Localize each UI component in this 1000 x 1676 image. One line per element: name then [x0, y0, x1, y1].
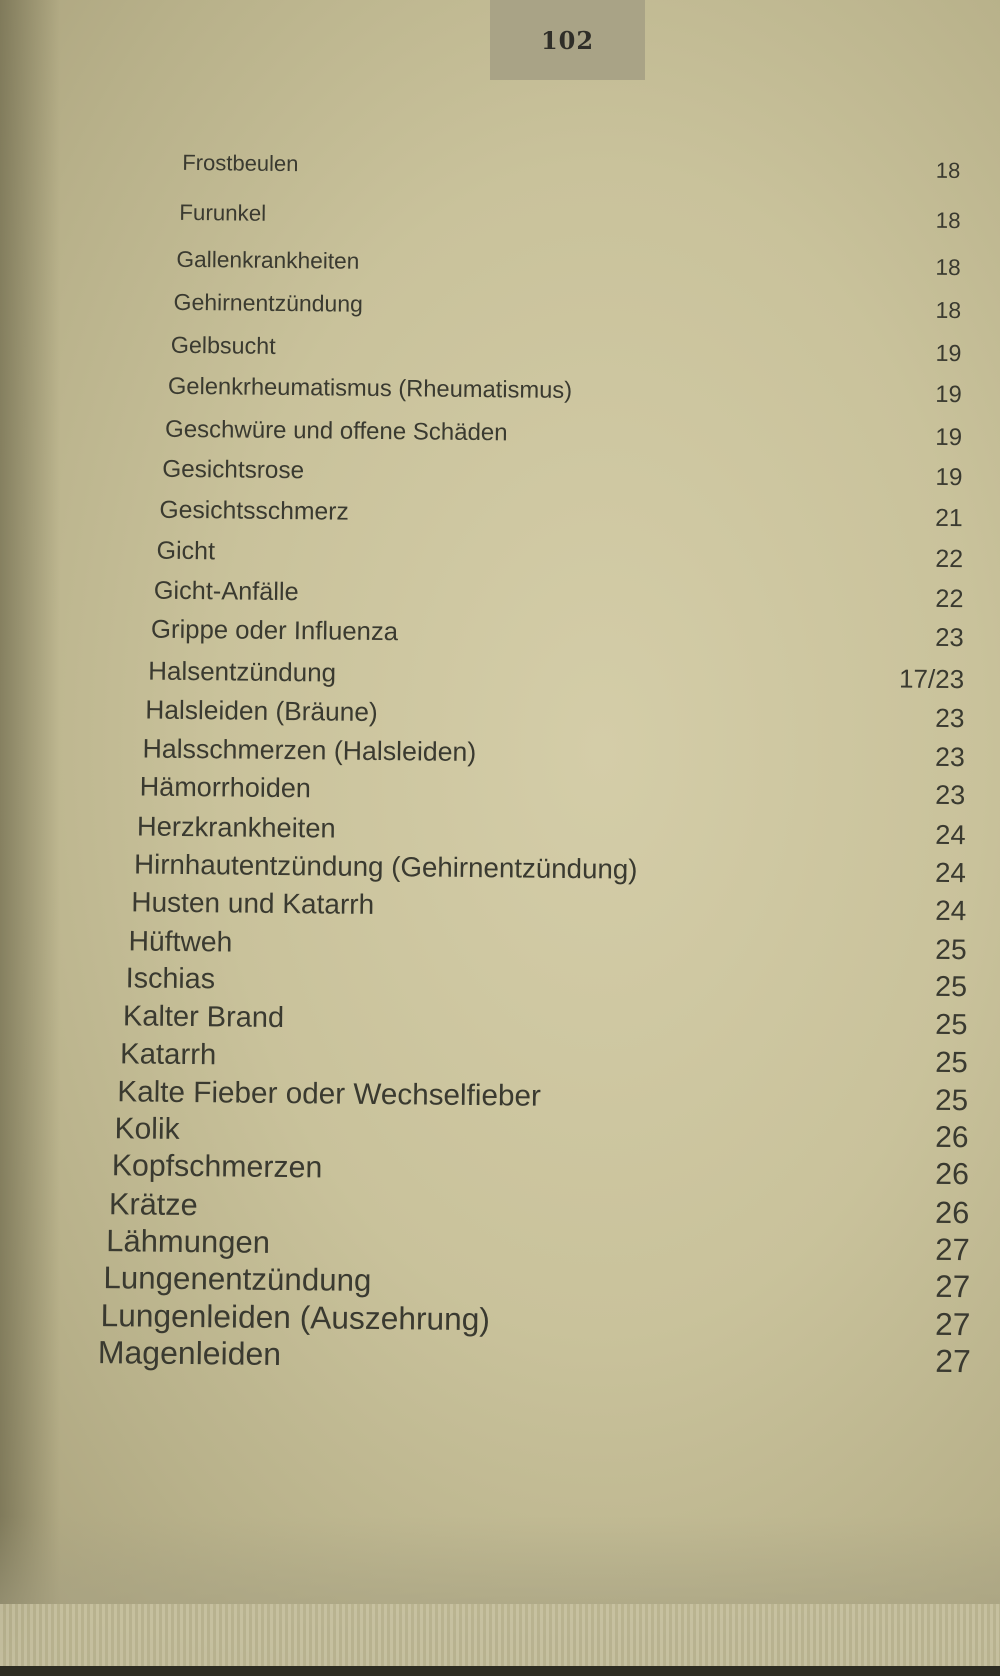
- index-entry-page: 23: [935, 624, 964, 653]
- index-entry-label: Kolik: [114, 1112, 180, 1146]
- index-entry-page: 18: [935, 157, 961, 184]
- index-entry: [0, 244, 997, 284]
- index-entry: [0, 654, 993, 698]
- index-entry-label: Hirnhautentzündung (Gehirnentzündung): [133, 848, 638, 885]
- index-entry-label: Lähmungen: [106, 1223, 271, 1261]
- index-entry-page: 27: [935, 1269, 971, 1305]
- index-entry-label: Husten und Katarrh: [131, 886, 375, 921]
- index-entry-page: 18: [935, 297, 962, 324]
- index-entry-page: 19: [935, 381, 962, 409]
- index-entry-label: Furunkel: [179, 200, 267, 227]
- index-entry-label: Magenleiden: [97, 1334, 282, 1373]
- index-entry-page: 18: [935, 208, 961, 234]
- index-entry-label: Gelbsucht: [170, 331, 276, 360]
- index-entry-label: Gallenkrankheiten: [176, 245, 360, 274]
- index-entry-label: Grippe oder Influenza: [150, 615, 399, 647]
- index-entry: [0, 614, 994, 658]
- index-entry-label: Herzkrankheiten: [136, 810, 336, 844]
- index-entry-label: Katarrh: [119, 1037, 217, 1072]
- index-entry-page: 25: [935, 1046, 969, 1080]
- index-entry-page: 25: [934, 1008, 968, 1041]
- index-entry-page: 23: [935, 780, 966, 811]
- index-entry-label: Krätze: [108, 1186, 198, 1223]
- index-entry: [0, 413, 996, 455]
- index-entry-page: 27: [935, 1342, 971, 1380]
- index-entry-label: Lungenleiden (Auszehrung): [100, 1297, 491, 1338]
- index-entry-label: Halsentzündung: [148, 655, 337, 688]
- index-entry-page: 25: [935, 932, 967, 966]
- index-entry-label: Gelenkrheumatismus (Rheumatismus): [167, 373, 573, 405]
- index-entry-label: Gesichtsschmerz: [159, 496, 349, 526]
- index-entry-label: Ischias: [125, 962, 216, 996]
- index-entry-page: 22: [935, 544, 964, 574]
- index-entry-page: 26: [934, 1195, 970, 1231]
- index-entry-page: 27: [934, 1306, 971, 1343]
- index-entry: [0, 372, 996, 413]
- index-entry-label: Geschwüre und offene Schäden: [164, 415, 508, 446]
- index-entry-page: 25: [934, 970, 968, 1004]
- index-entry: [0, 732, 992, 777]
- index-entry-label: Gicht: [156, 536, 216, 566]
- index-entry-page: 27: [934, 1232, 970, 1268]
- index-entry-label: Gehirnentzündung: [173, 289, 364, 318]
- index-entry-page: 21: [935, 504, 963, 532]
- index-entry: [0, 770, 992, 816]
- index-entry-page: 19: [935, 464, 963, 492]
- index-entry: [0, 495, 995, 538]
- index-entry-page: 24: [935, 818, 966, 850]
- index-entry-label: Kopfschmerzen: [111, 1149, 323, 1185]
- index-entry: [0, 148, 998, 187]
- index-entry-label: Lungenentzündung: [103, 1260, 372, 1299]
- index-entry-page: 19: [935, 423, 963, 451]
- index-entry-page: 24: [934, 856, 967, 889]
- index-entry-label: Frostbeulen: [182, 149, 299, 177]
- index-entry-label: Kalter Brand: [122, 999, 285, 1034]
- index-entry-page: 23: [935, 702, 965, 733]
- page-number: 102: [540, 25, 595, 55]
- index-entry: [0, 693, 993, 738]
- index-entry: [0, 575, 994, 618]
- index-entry-page: 19: [935, 339, 962, 367]
- index-entry-label: Gesichtsrose: [162, 456, 305, 485]
- index-entry-label: Hüftweh: [128, 924, 233, 958]
- index-entry-label: Halsleiden (Bräune): [145, 694, 378, 727]
- index-entry-page: 26: [934, 1120, 969, 1155]
- index-entry-page: 24: [935, 894, 967, 927]
- index-entry-label: Kalte Fieber oder Wechselfieber: [117, 1074, 542, 1113]
- index-entry-page: 25: [934, 1083, 969, 1117]
- index-entry-page: 17/23: [898, 663, 965, 694]
- index-entry-page: 23: [934, 741, 965, 772]
- index-entry-page: 22: [935, 584, 964, 613]
- index-entry: [0, 330, 996, 371]
- index-entry-label: Hämorrhoiden: [139, 771, 312, 804]
- index-entry-label: Halsschmerzen (Halsleiden): [142, 733, 477, 767]
- index-entry: [0, 535, 994, 578]
- index-entry-page: 18: [935, 253, 961, 280]
- index-entry-page: 26: [935, 1158, 970, 1192]
- index-entry-label: Gicht-Anfälle: [153, 576, 299, 606]
- index-entry: [0, 287, 997, 327]
- index-entry: [0, 198, 998, 238]
- index-entry: [0, 454, 995, 496]
